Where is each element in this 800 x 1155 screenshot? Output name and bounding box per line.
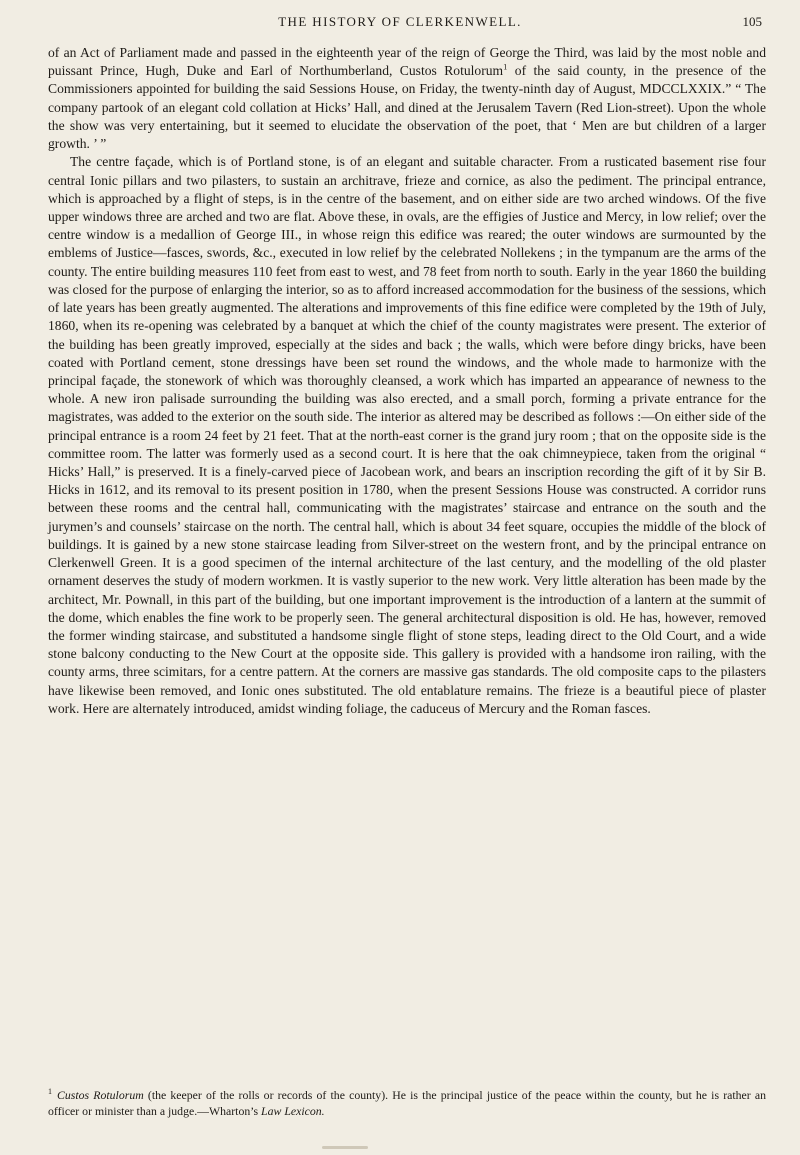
footnote-text: (the keeper of the rolls or records of the county). He is the principal justice of the peace within the county, but he is rather an officer or minister than a judge.— (48, 1088, 766, 1118)
paragraph-text-start: of an Act of Parliament made and passed in the eighteenth year of the reign of George the Third, was laid by the most noble and puissant Prince, Hugh, Duke and Earl of Northumberland, Custos Rotulorum (48, 45, 766, 79)
footnote-marker: 1 (503, 61, 508, 72)
footnote-source-title: Law Lexicon. (258, 1103, 325, 1118)
body-text (48, 44, 766, 718)
ink-smudge (322, 1146, 368, 1149)
footnote-number: 1 (48, 1087, 52, 1097)
footnote (48, 1088, 766, 1119)
footnote-source-author: Wharton’s (208, 1103, 259, 1118)
running-head (0, 14, 800, 36)
paragraph-facade: The centre façade, which is of Portland stone, is of an elegant and suitable character. From a rusticated basement rise four central Ionic pillars and two pilasters, to sustain an architrave, frieze and cornice, as also the pediment. The principal entrance, which is approached by a flight of steps, is in the centre of the basement, and on either side are two arched windows. Of the five upper windows three are arched and two are flat. Above these, in ovals, are the effigies of Justice and Mercy, in low relief; over the centre window is a medallion of George III., in whose reign this edifice was reared; the outer windows are surmounted by the emblems of Justice—fasces, swords, &c., executed in low relief by the celebrated Nollekens ; in the tympanum are the arms of the county. The entire building measures 110 feet from east to west, and 78 feet from north to south. Early in the year 1860 the building was closed for the purpose of enlarging the interior, so as to afford increased accommodation for the business of the sessions, which of late years has been greatly augmented. The alterations and improvements of this fine edifice were completed by the 19th of July, 1860, when its re-opening was celebrated by a banquet at which the chief of the county magistrates were present. The exterior of the building has been greatly improved, especially at the sides and back ; the walls, which were before dingy bricks, have been coated with Portland cement, stone dressings have been set round the windows, and the whole made to harmonize with the principal façade, the stonework of which was thoroughly cleansed, a work which has imparted an appearance of newness to the whole. A new iron palisade surrounding the building was also erected, and a small porch, forming a private entrance for the magistrates, was added to the exterior on the south side. The interior as altered may be described as follows :—On either side of the principal entrance is a room 24 feet by 21 feet. That at the north-east corner is the grand jury room ; that on the opposite side is the committee room. The latter was formerly used as a second court. It is here that the oak chimneypiece, taken from the original “ Hicks’ Hall,” is preserved. It is a finely-carved piece of Jacobean work, and bears an inscription recording the gift of it by Sir B. Hicks in 1612, and its removal to its present position in 1780, when the present Sessions House was constructed. A corridor runs between these rooms and the central hall, communicating with the magistrates’ staircase and entrance on the south and the jurymen’s and counsels’ staircase on the north. The central hall, which is about 34 feet square, occupies the middle of the block of buildings. It is gained by a new stone staircase leading from Silver-street on the western front, and by the principal entrance on Clerkenwell Green. It is a good specimen of the internal architecture of the last century, and the modelling of the old plaster ornament deserves the study of modern workmen. It is vastly superior to the new work. Very little alteration has been made by the architect, Mr. Pownall, in this part of the building, but one important improvement is the introduction of a lantern at the summit of the dome, which enables the fine work to be properly seen. The general architectural disposition is old. He has, however, removed the former winding staircase, and substituted a handsome single flight of stone steps, leading direct to the Old Court, and a wide stone balcony conducting to the New Court at the opposite side. This gallery is provided with a handsome iron railing, with the county arms, three scimitars, for a centre pattern. At the corners are massive gas standards. The old composite caps to the pilasters have likewise been removed, and Ionic ones substituted. The old entablature remains. The frieze is a beautiful piece of plaster work. Here are alternately introduced, amidst winding foliage, the caduceus of Mercury and the Roman fasces. (48, 154, 766, 716)
paragraph-continued (48, 44, 766, 153)
page-number: 105 (742, 14, 762, 29)
paragraph-text-end: of the said county, in the presence of the Commissioners appointed for building the said Sessions House, on Friday, the twenty-ninth day of August, MDCCLXXIX.” “ The company partook of an elegant cold collation at Hicks’ Hall, and dined at the Jerusalem Tavern (Red Lion-street). Upon the whole the show was very entertaining, but it seemed to elucidate the observation of the poet, that ‘ Men are but children of a larger growth. ’ ” (48, 63, 766, 152)
footnote-term: Custos Rotulorum (57, 1088, 144, 1102)
running-title: THE HISTORY OF CLERKENWELL. (278, 14, 522, 29)
